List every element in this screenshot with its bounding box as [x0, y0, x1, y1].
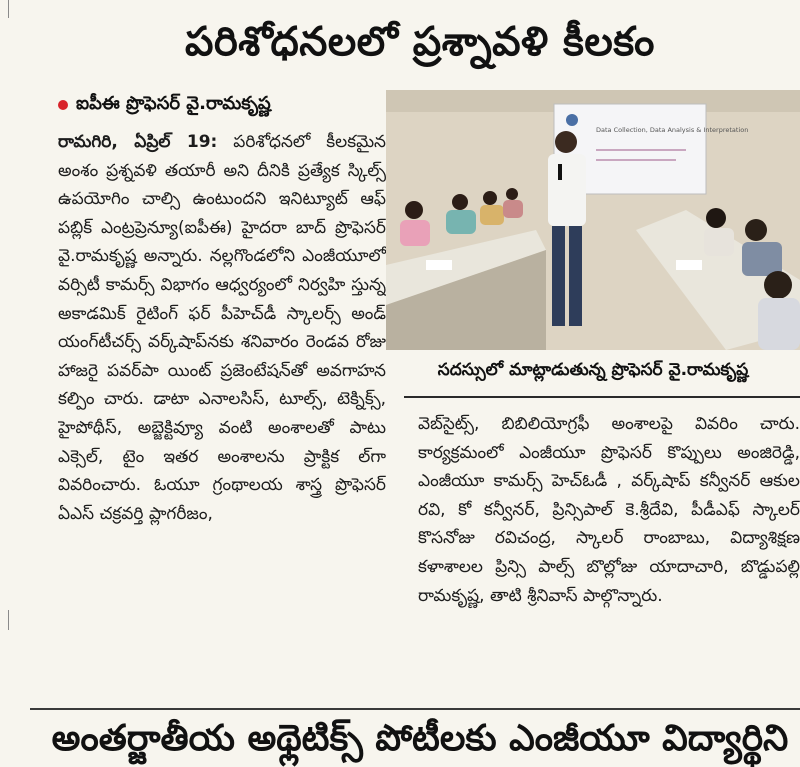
attendee-body [758, 298, 800, 350]
column-rule [8, 0, 9, 18]
byline [58, 92, 271, 118]
slide-title: Data Collection, Data Analysis & Interpretation [596, 126, 749, 134]
article-photo [386, 90, 800, 350]
column-rule [8, 610, 9, 630]
attendee-head [452, 194, 468, 210]
attendee-body [704, 228, 734, 256]
caption-divider [404, 396, 800, 398]
attendee-body [480, 205, 504, 225]
attendee-head [706, 208, 726, 228]
article-body-right: వెబ్‌సైట్స్, బిబిలియోగ్రఫీ అంశాలపై వివరిం చారు. కార్యక్రమంలో ఎంజీయూ ప్రొఫెసర్ కొప్పులు అంజిరెడ్డి, ఎంజీయూ కామర్స్ హెచ్‌ఓడీ , వర్క్‌షాప్ కన్వీనర్ ఆకుల రవి, కో కన్వీనర్, ప్రిన్సిపాల్ కె.శ్రీదేవి, పీడీఎఫ్ స్కాలర్ కొసనోజు రవిచంద్ర, స్కాలర్ రాంబాబు, విద్యాశిక్షణ కళాశాలల ప్రిన్సి పాల్స్ బొల్లోజు యాదాచారి, బొడ్డుపల్లి రామకృష్ణ, తాటి శ్రీనివాస్ పాల్గొన్నారు. [418, 414, 800, 606]
attendee-head [483, 191, 497, 205]
attendee-body [503, 200, 523, 218]
attendee-head [764, 271, 792, 299]
attendee-body [446, 210, 476, 234]
byline-text: ఐపీఈ ప్రొఫెసర్ వై.రామకృష్ణ [76, 92, 271, 114]
speaker-leg [569, 226, 582, 326]
speaker-leg [552, 226, 565, 326]
article-headline: పరిశోధనలలో ప్రశ్నావళి కీలకం [185, 19, 655, 65]
seminar-photo-illustration [386, 90, 800, 350]
speaker-shirt [548, 154, 586, 226]
microphone-icon [558, 164, 562, 180]
attendee-body [742, 242, 782, 276]
body-text-left: పరిశోధనలో కీలకమైన అంశం ప్రశ్నవళి తయారీ అని దీనికి ప్రత్యేక స్కిల్స్ ఉపయోగిం చాల్సి ఉంటుందని ఇనిట్యూట్ ఆఫ్ పబ్లిక్ ఎంట్రప్రెన్యూ(ఐపీఈ) హైదరా బాద్ ప్రొఫెసర్ వై.రామకృష్ణ అన్నారు. నల్లగొండలోని ఎంజీయూలో వర్సిటీ కామర్స్ విభాగం ఆధ్వర్యంలో నిర్వహి స్తున్న అకాడమిక్ రైటింగ్ ఫర్ పీహెచ్‌డీ స్కాలర్స్ అండ్ యంగ్‌టీచర్స్ వర్క్‌షాప్‌నకు శనివారం రెండవ రోజు హాజరై పవర్‌పా యింట్ ప్రజెంటేషన్‌తో అవగాహన కల్పిం చారు. డాటా ఎనాలసిస్, టూల్స్, టెక్నిక్స్, హైపోథీస్, అబ్జెక్టివ్యూ వంటి అంశాలతో పాటు ఎక్సెల్, టైం ఇతర అంశాలను ప్రాక్టిక ల్‌గా వివరించారు. ఓయూ గ్రంథాలయ శాస్త్ర ప్రొఫెసర్ ఏఎస్ చక్రవర్తి ప్లాగరీజం, [58, 132, 386, 524]
bullet-icon [58, 100, 68, 110]
article-body-left [58, 128, 386, 696]
speaker-head [555, 131, 577, 153]
attendee-head [405, 201, 423, 219]
section-divider [30, 708, 800, 710]
attendee-head [745, 219, 767, 241]
attendee-body [400, 220, 430, 246]
paper-sheet [676, 260, 702, 270]
photo-caption: సదస్సులో మాట్లాడుతున్న ప్రొఫెసర్ వై.రామకృష్ణ [437, 360, 749, 380]
next-article-headline: అంతర్జాతీయ అథ్లెటిక్స్ పోటీలకు ఎంజీయూ విద్యార్థిని [51, 718, 789, 759]
dateline: రామగిరి, ఏప్రిల్ 19: [58, 132, 218, 152]
slide-logo-icon [566, 114, 578, 126]
attendee-head [506, 188, 518, 200]
paper-sheet [426, 260, 452, 270]
